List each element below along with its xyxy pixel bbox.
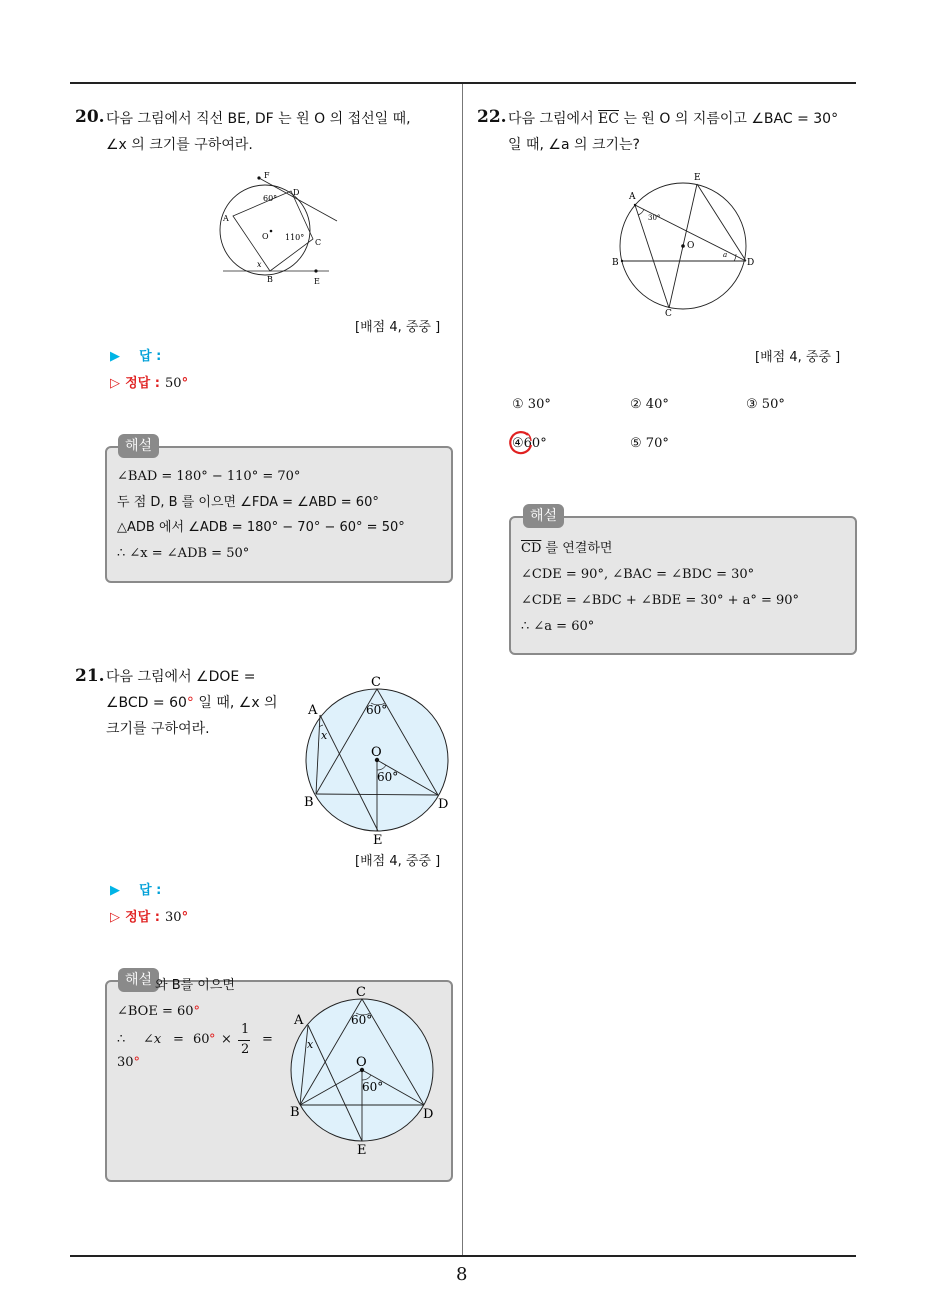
bottom-rule	[70, 1255, 856, 1257]
q22-solution-tag: 해설	[523, 504, 564, 528]
q21-fig-B: B	[304, 795, 314, 810]
choice-1-value: 30°	[527, 397, 551, 412]
q20-text-line2: ∠x 의 크기를 구하여라.	[106, 137, 253, 153]
q22-sol-cd-post: 를 연결하면	[541, 541, 613, 556]
q21-sol-times: ×	[221, 1032, 232, 1047]
q21-text-deg: °	[186, 695, 194, 711]
q20-fig-D: D	[293, 188, 300, 197]
q21-sol-eq: =	[173, 1032, 184, 1047]
q20-fig-110: 110°	[285, 233, 305, 242]
choice-2-value: 40°	[645, 397, 669, 412]
q20-answer-row	[110, 345, 161, 364]
q21-correct-unit: °	[181, 910, 189, 925]
q21-fig-A: A	[308, 703, 318, 718]
q21-sfig-O: O	[356, 1055, 367, 1070]
q21-solution-line1	[117, 999, 200, 1025]
q21-sfig-A: A	[294, 1013, 304, 1028]
q20-fig-A: A	[223, 214, 229, 223]
q22-sol-cd: $\overline{CD}$	[521, 541, 542, 556]
q22-text-pre: 다음 그림에서	[508, 111, 599, 127]
choice-2-mark: ②	[630, 397, 642, 412]
choice-5-value: 70°	[645, 436, 669, 451]
q20-number: 20.	[75, 107, 105, 127]
q21-sfig-E: E	[357, 1143, 367, 1158]
q22-fig-C: C	[665, 309, 672, 318]
q21-text-line2a: ∠BCD = 60	[106, 695, 187, 711]
q22-text-post: 는 원 O 의 지름이고 ∠BAC = 30°	[618, 111, 839, 127]
q20-correct-unit: °	[181, 376, 189, 391]
q21-fig-60c: 60°	[366, 703, 388, 717]
q22-solution-line1	[521, 536, 612, 562]
choice-1[interactable]	[512, 397, 551, 412]
q20-solution-line3: △ADB 에서 ∠ADB = 180° − 70° − 60° = 50°	[117, 520, 405, 535]
choice-2[interactable]	[630, 397, 669, 412]
q21-sfig-C: C	[356, 985, 366, 1000]
q21-correct-label: 정답 :	[125, 910, 160, 925]
selected-choice-circle-icon	[507, 429, 535, 457]
q21-figure	[300, 672, 460, 848]
q21-text-line3: 크기를 구하여라.	[106, 721, 210, 737]
q21-fig-O: O	[371, 745, 382, 760]
q22-score: [배점 4, 중중 ]	[755, 350, 841, 365]
choice-3-mark: ③	[746, 397, 758, 412]
q21-sol-60-deg: °	[209, 1032, 216, 1047]
q21-correct-value: 30	[165, 910, 182, 925]
q21-sol-60: 60	[193, 1032, 210, 1047]
q21-text-line2	[106, 690, 278, 716]
q22-fig-D: D	[747, 258, 755, 268]
q20-solution-tag: 해설	[118, 434, 159, 458]
q21-fig-x: x	[321, 729, 328, 742]
q22-fig-E: E	[694, 173, 701, 183]
q21-text-line2b: 일 때, ∠x 의	[193, 695, 278, 711]
q21-fig-D: D	[438, 797, 449, 812]
q21-sol-boe: ∠BOE = 60	[117, 1004, 194, 1019]
q22-text-line2: 일 때, ∠a 의 크기는?	[508, 137, 640, 153]
column-divider	[462, 84, 463, 1256]
q21-sol-result: 30	[117, 1055, 134, 1070]
q21-correct-row	[110, 906, 188, 925]
q21-sol-boe-deg: °	[193, 1004, 201, 1019]
q20-score: [배점 4, 중중 ]	[355, 320, 441, 335]
correct-triangle-icon: ▷	[110, 376, 120, 391]
q21-sfig-x: x	[307, 1038, 314, 1051]
choice-5[interactable]	[630, 436, 669, 451]
choice-3-value: 50°	[761, 397, 785, 412]
q22-text-line1	[508, 106, 838, 132]
q21-sol-frac-den: 2	[241, 1042, 250, 1057]
q22-solution-line3: ∠CDE = ∠BDC + ∠BDE = 30° + a° = 90°	[521, 593, 800, 608]
q22-text-ec: $\overline{EC}$	[598, 111, 619, 127]
q21-sol-therefore: ∴	[117, 1032, 126, 1047]
q22-fig-a: a	[723, 251, 728, 259]
q20-fig-C: C	[315, 238, 322, 247]
q20-fig-E: E	[314, 277, 320, 286]
q21-sol-eq2: =	[262, 1032, 273, 1047]
choice-3[interactable]	[746, 397, 785, 412]
q20-solution-line2: 두 점 D, B 를 이으면 ∠FDA = ∠ABD = 60°	[117, 495, 379, 510]
q21-answer-row	[110, 879, 161, 898]
q22-number: 22.	[477, 107, 507, 127]
q20-fig-x: x	[257, 260, 262, 269]
q20-fig-B: B	[267, 275, 273, 284]
q21-sfig-60o: 60°	[362, 1080, 384, 1094]
q20-fig-O: O	[262, 232, 269, 241]
q21-solution-line0: 와 B를 이으면	[155, 978, 235, 993]
answer-triangle-icon: ▶	[110, 349, 120, 364]
q20-text-line1: 다음 그림에서 직선 BE, DF 는 원 O 의 접선일 때,	[106, 111, 411, 127]
q21-number: 21.	[75, 666, 105, 686]
choice-4-value: 60°	[523, 436, 547, 451]
q22-fig-B: B	[612, 258, 619, 268]
q21-sol-frac-bar	[238, 1040, 250, 1041]
q21-sfig-60c: 60°	[351, 1013, 373, 1027]
q21-fig-C: C	[371, 675, 381, 690]
top-rule	[70, 82, 856, 84]
q21-solution-tag: 해설	[118, 968, 159, 992]
page-number: 8	[456, 1264, 468, 1285]
q22-fig-30: 30°	[648, 214, 661, 222]
q21-sol-result-deg: °	[133, 1055, 141, 1070]
q22-solution-line2: ∠CDE = 90°, ∠BAC = ∠BDC = 30°	[521, 567, 755, 582]
q20-fig-F: F	[264, 171, 270, 180]
q22-figure	[608, 168, 758, 318]
q20-answer-label: 답 :	[139, 349, 162, 364]
choice-5-mark: ⑤	[630, 436, 642, 451]
choice-4-mark: ④	[512, 436, 524, 451]
q21-answer-label: 답 :	[139, 883, 162, 898]
q21-solution-figure	[284, 982, 444, 1158]
q22-fig-O: O	[687, 241, 695, 251]
q22-fig-A: A	[629, 192, 636, 202]
q21-fig-E: E	[373, 833, 383, 848]
q20-solution-line4: ∴ ∠x = ∠ADB = 50°	[117, 546, 250, 561]
q20-correct-label: 정답 :	[125, 376, 160, 391]
q20-correct-value: 50	[165, 376, 182, 391]
q21-sfig-D: D	[423, 1107, 434, 1122]
q21-sfig-B: B	[290, 1105, 300, 1120]
q20-figure	[215, 168, 345, 290]
q21-score: [배점 4, 중중 ]	[355, 854, 441, 869]
q21-solution-line3	[117, 1050, 140, 1076]
q20-correct-row	[110, 372, 188, 391]
choice-1-mark: ①	[512, 397, 524, 412]
q20-fig-60: 60°	[263, 194, 278, 203]
q21-text-line1: 다음 그림에서 ∠DOE =	[106, 669, 256, 685]
q20-solution-line1: ∠BAD = 180° − 110° = 70°	[117, 469, 301, 484]
answer-triangle-icon: ▶	[110, 883, 120, 898]
q21-sol-frac-num: 1	[241, 1022, 250, 1037]
q21-sol-x: ∠x	[143, 1032, 162, 1047]
q22-solution-line4: ∴ ∠a = 60°	[521, 619, 595, 634]
q21-fig-60o: 60°	[377, 770, 399, 784]
correct-triangle-icon: ▷	[110, 910, 120, 925]
